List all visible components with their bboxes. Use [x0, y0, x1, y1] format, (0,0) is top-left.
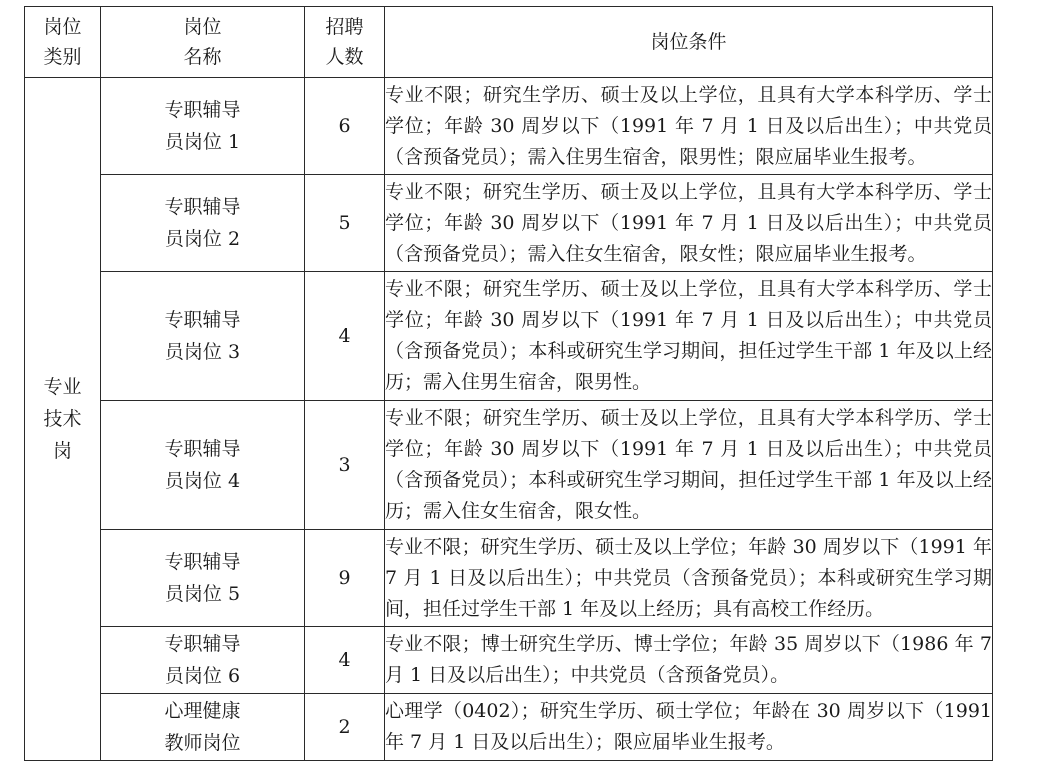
- header-category-line-2: 类别: [43, 46, 82, 68]
- position-name-line-2: 员岗位 2: [164, 228, 241, 250]
- conditions-cell: 专业不限；博士研究生学历、博士学位；年龄 35 周岁以下（1986 年 7 月 1 日及以后出生）；中共党员（含预备党员）。: [385, 627, 993, 694]
- header-position-name: [101, 7, 305, 78]
- position-name-line-1: 专职辅导: [164, 196, 241, 218]
- conditions-cell: 专业不限；研究生学历、硕士及以上学位，且具有大学本科学历、学士学位；年龄 30 周岁以下（1991 年 7 月 1 日及以后出生）；中共党员（含预备党员）；需入住女生宿舍，限女性；限应届毕业生报考。: [385, 175, 993, 272]
- conditions-cell: 心理学（0402）；研究生学历、硕士学位；年龄在 30 周岁以下（1991 年 7 月 1 日及以后出生）；限应届毕业生报考。: [385, 694, 993, 761]
- position-name-line-2: 员岗位 3: [164, 341, 241, 363]
- position-name-cell: [101, 78, 305, 175]
- table-row: [25, 530, 993, 627]
- count-cell: 6: [305, 78, 385, 175]
- position-name-cell: [101, 530, 305, 627]
- table-row: [25, 175, 993, 272]
- position-name-line-1: 心理健康: [164, 700, 241, 722]
- header-position-name-line-1: 岗位: [183, 16, 222, 38]
- count-cell: 9: [305, 530, 385, 627]
- position-name-line-1: 专职辅导: [164, 633, 241, 655]
- count-cell: 4: [305, 272, 385, 401]
- table-row: [25, 401, 993, 530]
- position-name-cell: [101, 627, 305, 694]
- header-count-line-2: 人数: [325, 46, 364, 68]
- category-line-3: 岗: [52, 440, 72, 462]
- position-name-line-2: 员岗位 4: [164, 470, 241, 492]
- count-cell: 2: [305, 694, 385, 761]
- header-count-line-1: 招聘: [325, 16, 364, 38]
- conditions-cell: 专业不限；研究生学历、硕士及以上学位，且具有大学本科学历、学士学位；年龄 30 周岁以下（1991 年 7 月 1 日及以后出生）；中共党员（含预备党员）；本科或研究生学习期间，担任过学生干部 1 年及以上经历；需入住男生宿舍，限男性。: [385, 272, 993, 401]
- count-cell: 5: [305, 175, 385, 272]
- position-name-cell: [101, 401, 305, 530]
- header-category-line-1: 岗位: [43, 16, 82, 38]
- count-cell: 4: [305, 627, 385, 694]
- position-name-line-2: 员岗位 5: [164, 583, 241, 605]
- conditions-cell: 专业不限；研究生学历、硕士及以上学位，且具有大学本科学历、学士学位；年龄 30 周岁以下（1991 年 7 月 1 日及以后出生）；中共党员（含预备党员）；本科或研究生学习期间，担任过学生干部 1 年及以上经历；需入住女生宿舍，限女性。: [385, 401, 993, 530]
- count-cell: 3: [305, 401, 385, 530]
- position-name-line-1: 专职辅导: [164, 438, 241, 460]
- header-count: [305, 7, 385, 78]
- table-row: [25, 694, 993, 761]
- position-name-line-2: 员岗位 6: [164, 665, 241, 687]
- header-conditions: 岗位条件: [385, 7, 993, 78]
- conditions-cell: 专业不限；研究生学历、硕士及以上学位，且具有大学本科学历、学士学位；年龄 30 周岁以下（1991 年 7 月 1 日及以后出生）；中共党员（含预备党员）；需入住男生宿舍，限男性；限应届毕业生报考。: [385, 78, 993, 175]
- header-position-name-line-2: 名称: [183, 46, 222, 68]
- table-row: [25, 272, 993, 401]
- position-name-cell: [101, 694, 305, 761]
- position-name-cell: [101, 272, 305, 401]
- category-cell: [25, 78, 101, 761]
- position-name-line-2: 员岗位 1: [164, 131, 241, 153]
- position-name-cell: [101, 175, 305, 272]
- position-name-line-2: 教师岗位: [164, 732, 241, 754]
- conditions-cell: 专业不限；研究生学历、硕士及以上学位；年龄 30 周岁以下（1991 年 7 月 1 日及以后出生）；中共党员（含预备党员）；本科或研究生学习期间，担任过学生干部 1 年及以上经历；具有高校工作经历。: [385, 530, 993, 627]
- category-line-1: 专业: [43, 376, 82, 398]
- table-header-row: [25, 7, 993, 78]
- position-name-line-1: 专职辅导: [164, 99, 241, 121]
- position-name-line-1: 专职辅导: [164, 309, 241, 331]
- position-name-line-1: 专职辅导: [164, 551, 241, 573]
- recruitment-table: [24, 6, 993, 761]
- table-row: [25, 78, 993, 175]
- category-line-2: 技术: [43, 408, 82, 430]
- header-category: [25, 7, 101, 78]
- table-row: [25, 627, 993, 694]
